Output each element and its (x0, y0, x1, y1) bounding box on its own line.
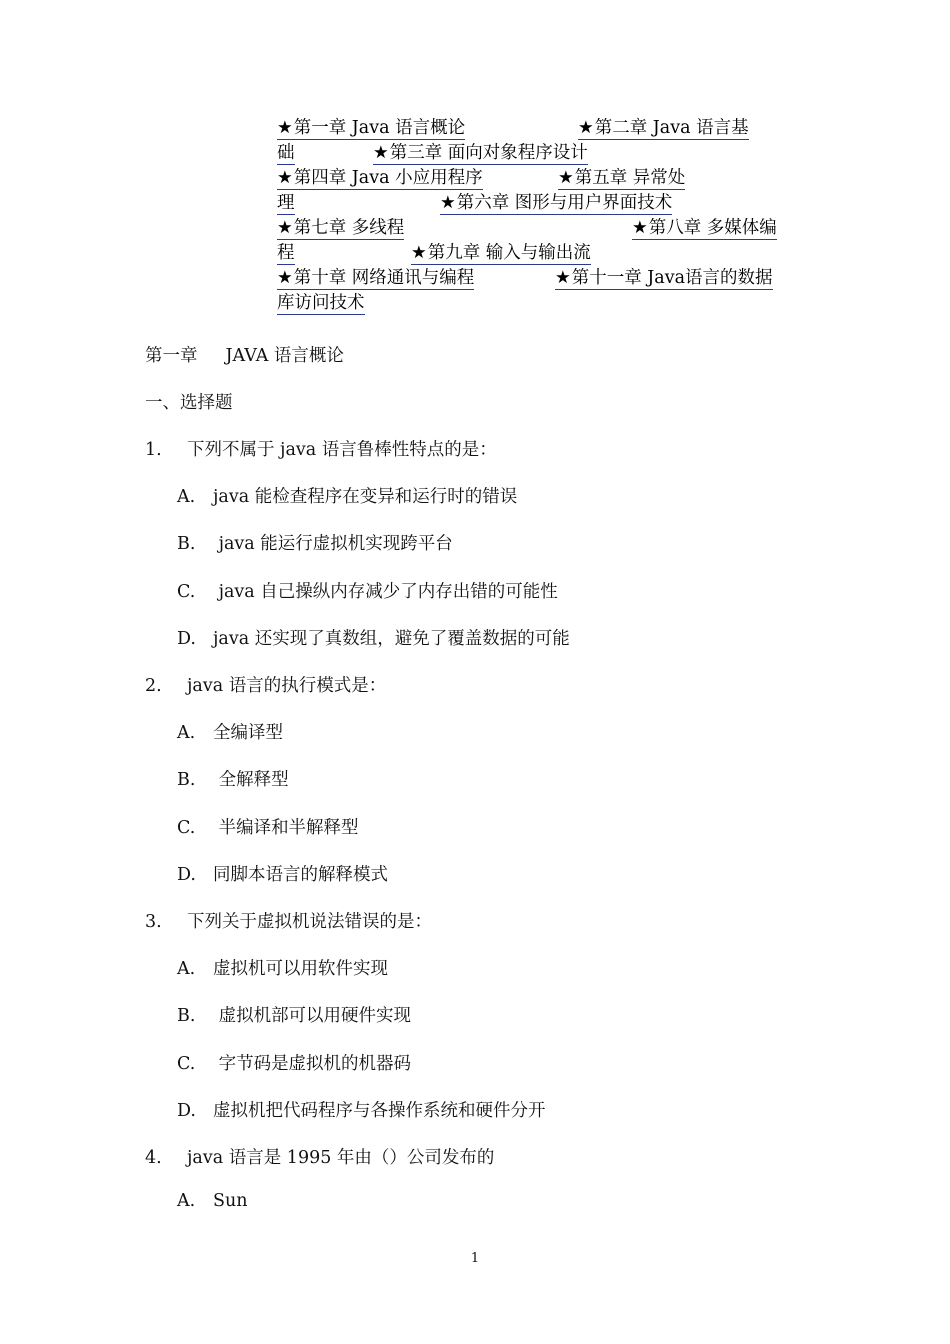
toc-link-chapter-1[interactable]: ★第一章 Java 语言概论 (277, 118, 466, 138)
toc-link-chapter-3[interactable]: ★第三章 面向对象程序设计 (373, 143, 588, 163)
question-text: 下列不属于 java 语言鲁棒性特点的是： (187, 440, 497, 460)
question-1 (145, 436, 497, 461)
star-icon: ★ (578, 118, 594, 138)
star-icon: ★ (555, 268, 571, 288)
toc-link-chapter-9[interactable]: ★第九章 输入与输出流 (411, 243, 591, 263)
star-icon: ★ (277, 268, 293, 288)
toc-link-chapter-2[interactable]: ★第二章 Java 语言基 (578, 118, 749, 138)
option-2d: D. 同脚本语言的解释模式 (177, 865, 388, 885)
question-3 (145, 908, 432, 933)
option-2c: C. 半编译和半解释型 (177, 818, 359, 838)
toc-link-chapter-6[interactable]: ★第六章 图形与用户界面技术 (440, 193, 673, 213)
question-number: 3. (145, 912, 162, 932)
star-icon: ★ (277, 168, 293, 188)
option-1b: B. java 能运行虚拟机实现跨平台 (177, 534, 453, 554)
option-2b: B. 全解释型 (177, 770, 289, 790)
question-text: java 语言是 1995 年由（）公司发布的 (187, 1148, 495, 1168)
option-1c: C. java 自己操纵内存减少了内存出错的可能性 (177, 582, 558, 602)
question-text: 下列关于虚拟机说法错误的是： (187, 912, 432, 932)
chapter-heading (145, 342, 344, 367)
star-icon: ★ (411, 243, 427, 263)
star-icon: ★ (277, 218, 293, 238)
option-1d: D. java 还实现了真数组，避免了覆盖数据的可能 (177, 629, 570, 649)
star-icon: ★ (277, 118, 293, 138)
option-1a: A. java 能检查程序在变异和运行时的错误 (177, 487, 518, 507)
star-icon: ★ (558, 168, 574, 188)
star-icon: ★ (440, 193, 456, 213)
question-number: 1. (145, 440, 162, 460)
question-text: java 语言的执行模式是： (187, 676, 387, 696)
star-icon: ★ (632, 218, 648, 238)
question-4 (145, 1144, 494, 1169)
chapter-name: JAVA 语言概论 (225, 346, 344, 366)
option-3c: C. 字节码是虚拟机的机器码 (177, 1054, 412, 1074)
option-3a: A. 虚拟机可以用软件实现 (177, 959, 388, 979)
toc-link-chapter-2-cont[interactable]: 础 (277, 143, 295, 163)
question-2 (145, 672, 386, 697)
option-2a: A. 全编译型 (177, 723, 283, 743)
toc-link-chapter-11-cont[interactable]: 库访问技术 (277, 293, 365, 313)
toc-link-chapter-8[interactable]: ★第八章 多媒体编 (632, 218, 777, 238)
chapter-number: 第一章 (145, 346, 198, 366)
toc-link-chapter-4[interactable]: ★第四章 Java 小应用程序 (277, 168, 483, 188)
question-number: 2. (145, 676, 162, 696)
option-4a: A. Sun (177, 1191, 248, 1211)
toc-link-chapter-5-cont[interactable]: 理 (277, 193, 295, 213)
question-number: 4. (145, 1148, 162, 1168)
toc-link-chapter-8-cont[interactable]: 程 (277, 243, 295, 263)
toc-link-chapter-5[interactable]: ★第五章 异常处 (558, 168, 686, 188)
toc-link-chapter-7[interactable]: ★第七章 多线程 (277, 218, 405, 238)
star-icon: ★ (373, 143, 389, 163)
toc-link-chapter-10[interactable]: ★第十章 网络通讯与编程 (277, 268, 475, 288)
table-of-contents (0, 0, 950, 330)
toc-link-chapter-11[interactable]: ★第十一章 Java语言的数据 (555, 268, 773, 288)
page-number: 1 (470, 1251, 480, 1266)
section-heading: 一、选择题 (145, 393, 233, 413)
option-3d: D. 虚拟机把代码程序与各操作系统和硬件分开 (177, 1101, 546, 1121)
option-3b: B. 虚拟机部可以用硬件实现 (177, 1006, 412, 1026)
